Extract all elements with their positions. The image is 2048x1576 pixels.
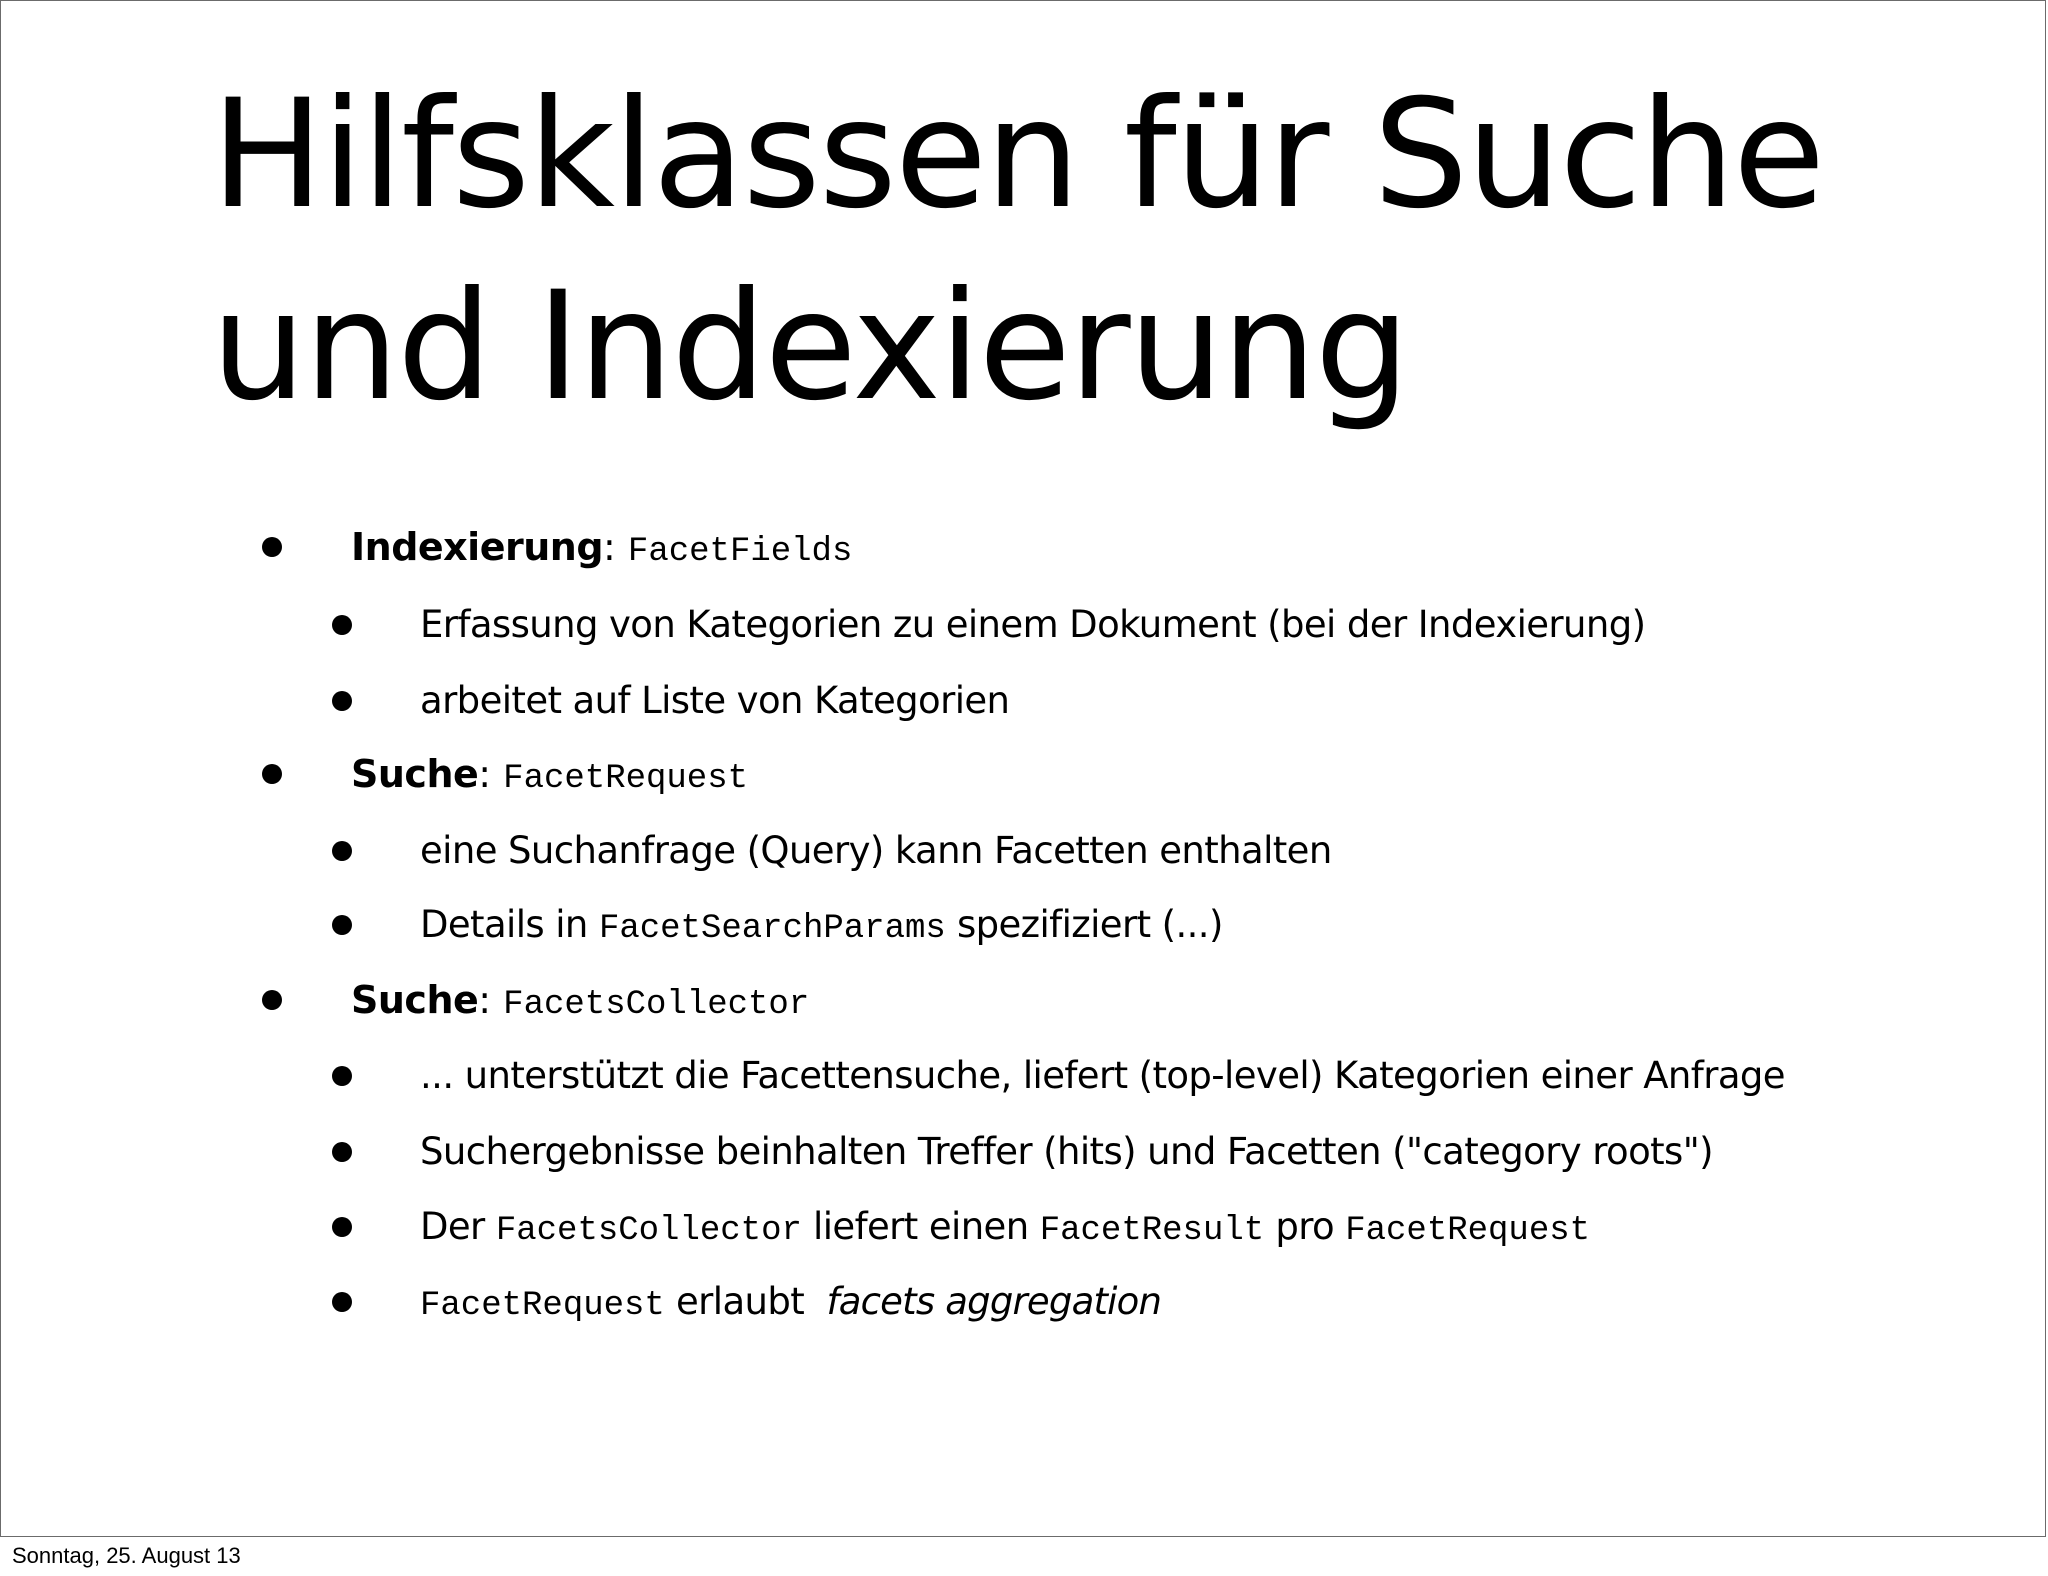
class-name: FacetsCollector	[495, 1212, 802, 1250]
text-segment: pro	[1264, 1205, 1346, 1248]
text-segment: Der	[420, 1205, 496, 1248]
emphasis-text: facets aggregation	[826, 1280, 1162, 1323]
text-segment: liefert einen	[801, 1205, 1040, 1248]
text-segment: spezifiziert (...)	[945, 903, 1223, 946]
separator: :	[603, 525, 628, 569]
slide-title-line-1: Hilfsklassen für Suche	[211, 68, 1824, 242]
bullet-text: eine Suchanfrage (Query) kann Facetten enthalten	[420, 829, 1332, 872]
bullet-text: arbeitet auf Liste von Kategorien	[420, 679, 1010, 722]
bullet-icon	[332, 841, 352, 861]
bullet-text	[420, 1278, 1161, 1330]
bullet-icon	[332, 691, 352, 711]
keyword: Suche	[351, 978, 479, 1022]
keyword: Suche	[351, 752, 479, 796]
bullet-text: ... unterstützt die Facettensuche, liefert (top-level) Kategorien einer Anfrage	[420, 1054, 1785, 1097]
bullet-icon	[262, 537, 282, 557]
class-name: FacetRequest	[420, 1287, 665, 1325]
separator: :	[478, 752, 504, 796]
bullet-text	[351, 523, 852, 576]
bullet-icon	[262, 764, 282, 784]
bullet-text: Erfassung von Kategorien zu einem Dokument (bei der Indexierung)	[420, 603, 1646, 646]
bullet-text: Suchergebnisse beinhalten Treffer (hits) und Facetten ("category roots")	[420, 1130, 1713, 1173]
bullet-icon	[262, 990, 282, 1010]
bullet-icon	[332, 615, 352, 635]
class-name: FacetsCollector	[503, 986, 810, 1024]
footer-date: Sonntag, 25. August 13	[12, 1543, 241, 1568]
class-name: FacetRequest	[1345, 1212, 1591, 1250]
class-name: FacetFields	[627, 533, 853, 571]
class-name: FacetRequest	[503, 760, 749, 798]
slide-title	[211, 59, 1823, 443]
bullet-text	[420, 1203, 1590, 1255]
bullet-icon	[332, 915, 352, 935]
bullet-icon	[332, 1292, 352, 1312]
separator: :	[478, 978, 504, 1022]
class-name: FacetResult	[1039, 1212, 1265, 1250]
text-segment: Details in	[420, 903, 599, 946]
class-name: FacetSearchParams	[598, 910, 946, 948]
bullet-icon	[332, 1066, 352, 1086]
bullet-icon	[332, 1217, 352, 1237]
keyword: Indexierung	[351, 525, 604, 569]
slide-title-line-2: und Indexierung	[211, 260, 1408, 434]
bullet-text	[351, 750, 748, 803]
text-segment: erlaubt	[664, 1280, 827, 1323]
bullet-text	[351, 976, 809, 1029]
bullet-text	[420, 901, 1223, 953]
bullet-icon	[332, 1142, 352, 1162]
